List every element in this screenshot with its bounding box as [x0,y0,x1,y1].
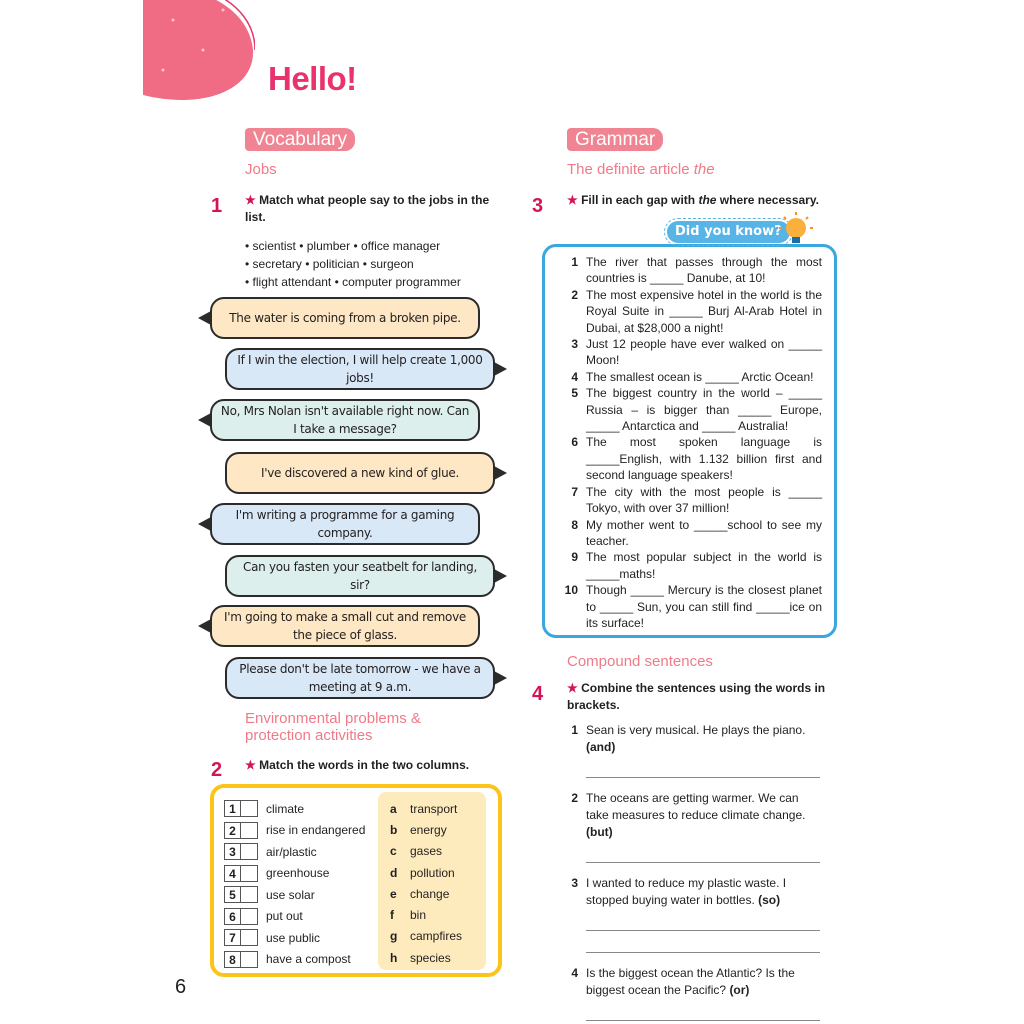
grammar-pill: Grammar [567,128,663,151]
match-row-7: 7 use public [224,927,365,949]
answer-line[interactable] [586,931,820,953]
match-row-2: 2 rise in endangered [224,820,365,842]
did-you-know-label: Did you know? [667,221,790,243]
star-icon: ★ [567,681,582,695]
fact-item-8: 8 My mother went to _____school to see my teacher. [571,517,822,548]
compound-items [560,722,820,1024]
article-heading: The definite article the [567,161,715,178]
star-icon: ★ [245,758,260,772]
speech-bubble-7: I'm going to make a small cut and remove the piece of glass. [210,605,480,647]
match-row-1: 1 climate [224,798,365,820]
compound-heading: Compound sentences [567,653,713,670]
exercise-2-number: 2 [211,759,223,781]
match-row-3: 3 air/plastic [224,841,365,863]
compound-item-4: 4 Is the biggest ocean the Atlantic? Is the biggest ocean the Pacific? (or) [560,965,820,1024]
speech-bubble-8: Please don't be late tomorrow - we have a meeting at 9 a.m. [225,657,495,699]
answer-box-4[interactable]: 4 [224,865,258,882]
vocabulary-pill: Vocabulary [245,128,355,151]
matching-right-column: a transport b energy c gases d pollution e change f bin g campfires h species [378,792,486,970]
fact-item-5: 5 The biggest country in the world – _____ Russia – is bigger than _____ Europe, _____ Antarctica and _____ Australia! [571,386,822,434]
answer-box-1[interactable]: 1 [224,800,258,817]
answer-line[interactable] [586,756,820,778]
answer-box-3[interactable]: 3 [224,843,258,860]
match-row-6: 6 put out [224,906,365,928]
fact-item-2: 2 The most expensive hotel in the world is the Royal Suite in _____ Burj Al-Arab Hotel in Dubai, at $28,000 a night! [571,287,822,335]
facts-list [560,254,822,631]
match-row-5: 5 use solar [224,884,365,906]
fact-item-7: 7 The city with the most people is _____ Tokyo, with over 37 million! [571,484,822,516]
answer-box-6[interactable]: 6 [224,908,258,925]
exercise-2-instruction: ★ Match the words in the two columns. [245,758,470,772]
fact-item-3: 3 Just 12 people have ever walked on _____ Moon! [571,337,822,368]
speech-bubble-2: If I win the election, I will help create 1,000 jobs! [225,348,495,390]
exercise-4-instruction: ★ Combine the sentences using the words in brackets. [567,681,826,712]
answer-line[interactable] [586,999,820,1021]
exercise-3-number: 3 [532,195,544,217]
match-row-4: 4 greenhouse [224,863,365,885]
exercise-1-number: 1 [211,195,223,217]
compound-item-2: 2 The oceans are getting warmer. We can take measures to reduce climate change. (but) [560,790,820,863]
exercise-3-instruction: ★ Fill in each gap with the where necessary. [567,193,819,207]
speech-bubble-3: No, Mrs Nolan isn't available right now. Can I take a message? [210,399,480,441]
speech-bubble-5: I'm writing a programme for a gaming company. [210,503,480,545]
jobs-heading: Jobs [245,161,277,178]
page-title: Hello! [268,60,357,97]
answer-box-7[interactable]: 7 [224,929,258,946]
fact-item-1: 1 The river that passes through the most countries is _____ Danube, at 10! [571,255,822,286]
match-row-8: 8 have a compost [224,949,365,971]
job-list: • scientist • plumber • office manager • secretary • politician • surgeon • flight attendant • computer programmer [245,239,461,289]
exercise-1-instruction: ★ Match what people say to the jobs in the list. [245,193,490,224]
matching-left-column [224,798,365,970]
fact-item-4: 4 The smallest ocean is _____ Arctic Ocean! [571,369,814,384]
fact-item-10: 10 Though _____ Mercury is the closest planet to _____ Sun, you can still find _____ice on its surface! [564,583,822,630]
compound-item-3: 3 I wanted to reduce my plastic waste. I stopped buying water in bottles. (so) [560,875,820,953]
speech-bubble-6: Can you fasten your seatbelt for landing, sir? [225,555,495,597]
decorative-blob-icon [143,0,255,116]
matching-box [210,784,502,977]
answer-box-8[interactable]: 8 [224,951,258,968]
answer-box-2[interactable]: 2 [224,822,258,839]
answer-box-5[interactable]: 5 [224,886,258,903]
star-icon: ★ [245,193,260,207]
environment-heading: Environmental problems & protection activities [245,710,421,744]
lightbulb-icon [776,210,816,250]
exercise-4-number: 4 [532,683,544,705]
answer-line[interactable] [586,841,820,863]
compound-item-1: 1 Sean is very musical. He plays the piano. (and) [560,722,820,778]
page-number: 6 [175,976,187,998]
speech-bubble-1: The water is coming from a broken pipe. [210,297,480,339]
speech-bubble-4: I've discovered a new kind of glue. [225,452,495,494]
answer-line[interactable] [586,909,820,931]
star-icon: ★ [567,193,582,207]
fact-item-6: 6 The most spoken language is _____English, with 1.132 billion first and second language speakers! [571,435,822,483]
fact-item-9: 9 The most popular subject in the world is _____maths! [571,550,822,581]
